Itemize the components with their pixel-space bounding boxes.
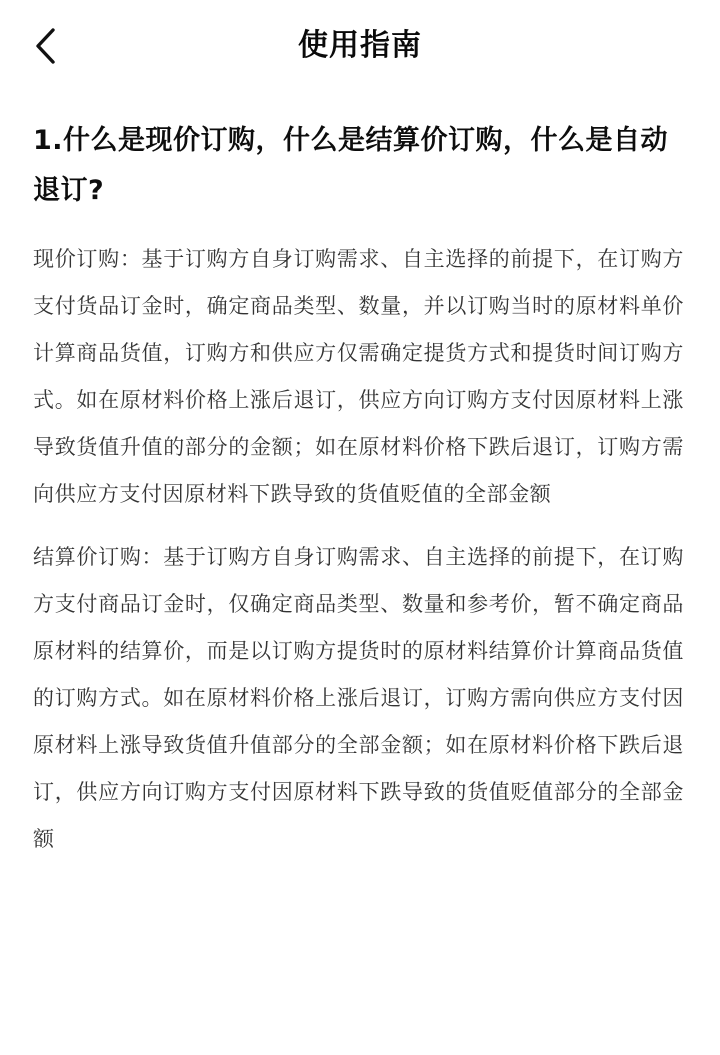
answer-settlement-price-order: 结算价订购：基于订购方自身订购需求、自主选择的前提下，在订购方支付商品订金时，仅确定商品类型、数量和参考价，暂不确定商品原材料的结算价，而是以订购方提货时的原材料结算价计算商品货值的订购方式。如在原材料价格上涨后退订，订购方需向供应方支付因原材料上涨导致货值升值部分的全部金额；如在原材料价格下跌后退订，供应方向订购方支付因原材料下跌导致的货值贬值部分的全部金额: [33, 545, 684, 851]
faq-question-title: 1.什么是现价订购，什么是结算价订购，什么是自动退订?: [33, 125, 669, 206]
guide-content: [0, 92, 720, 863]
page-title: 使用指南: [298, 28, 422, 63]
nav-bar: [0, 0, 720, 92]
answer-spot-price-order: 现价订购：基于订购方自身订购需求、自主选择的前提下，在订购方支付货品订金时，确定商品类型、数量，并以订购当时的原材料单价计算商品货值，订购方和供应方仅需确定提货方式和提货时间订购方式。如在原材料价格上涨后退订，供应方向订购方支付因原材料上涨导致货值升值的部分的金额；如在原材料价格下跌后退订，订购方需向供应方支付因原材料下跌导致的货值贬值的全部金额: [33, 247, 684, 506]
